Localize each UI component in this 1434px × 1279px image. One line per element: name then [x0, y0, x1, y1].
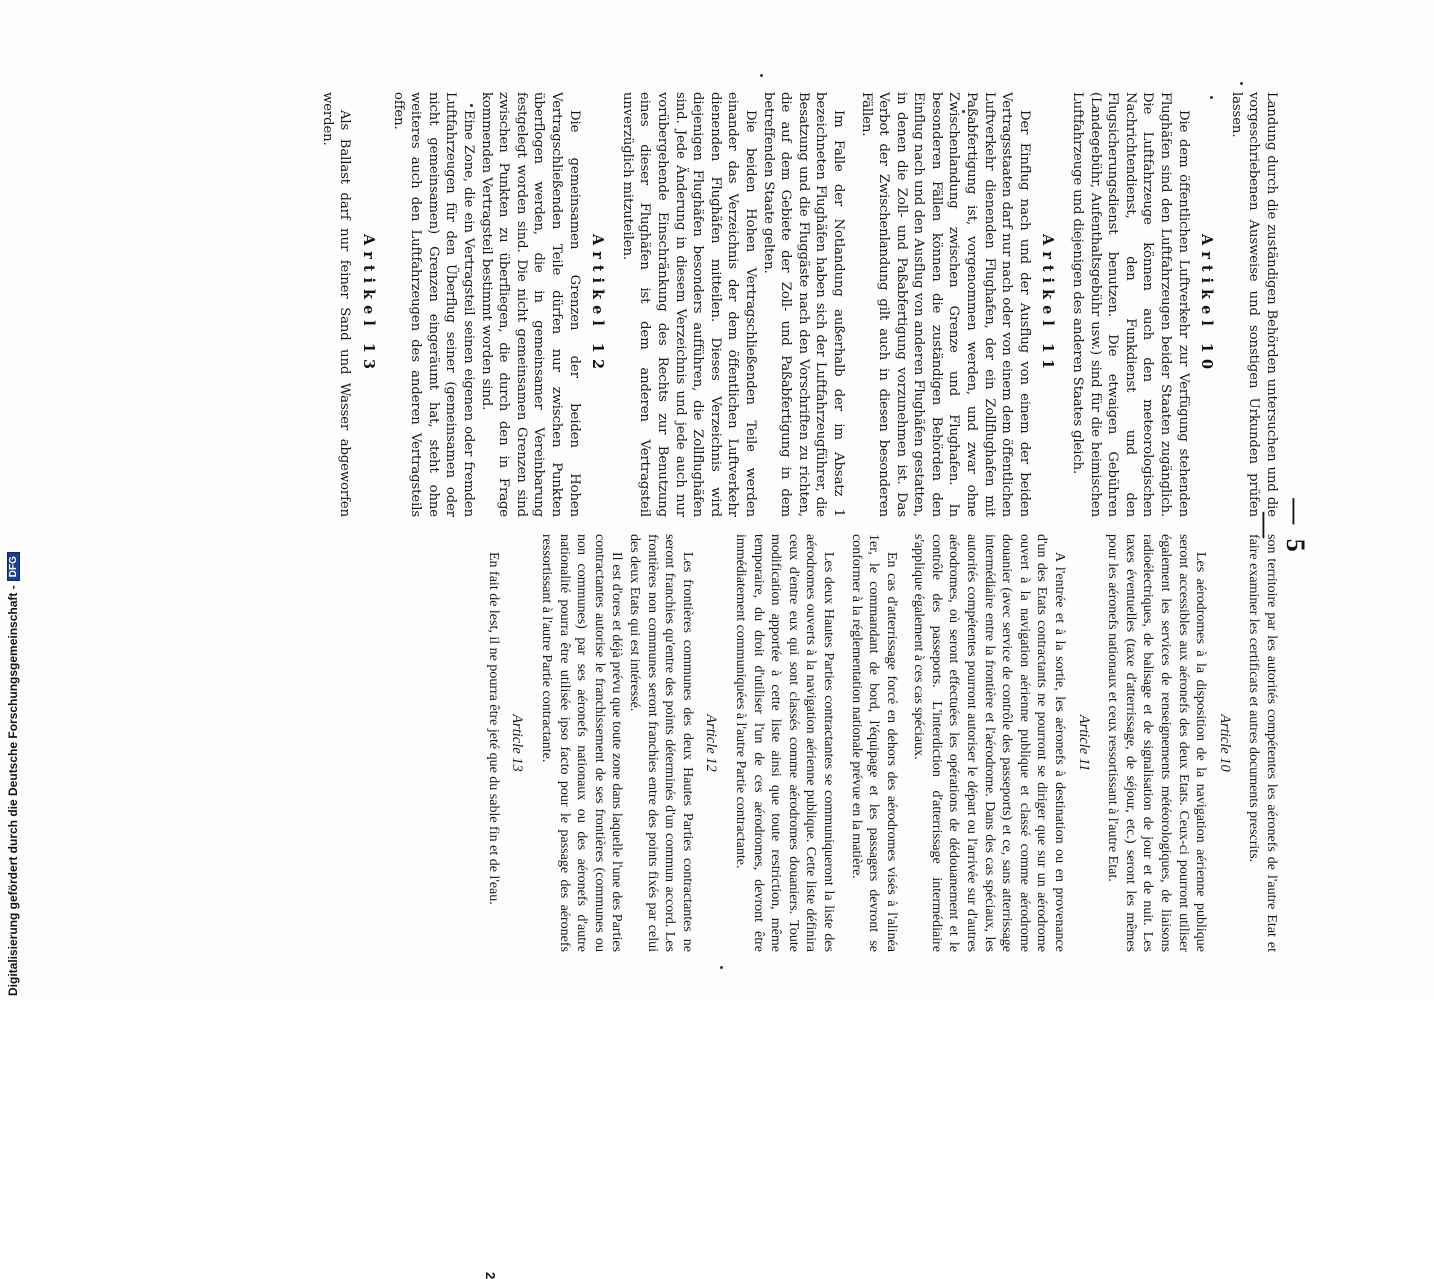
french-intro: son territoire par les autorités compétentes les aéronefs de l'autre Etat et faire examiner les certificats et autres documents prescrits.: [1246, 534, 1279, 952]
french-article-11-heading: Article 11: [1075, 714, 1092, 772]
digitization-footer: [6, 552, 20, 996]
french-article-10-heading: Article 10: [1216, 714, 1233, 772]
german-article-11-para-2: Im Falle der Notlandung außerhalb der im Absatz 1 bezeichneten Flughäfen haben sich der Luftfahrzeugführer, die Besatzung und die Fluggäste nach den Vorschriften zu richten, die auf dem Gebiete der Zoll- und Paßabfertigung in dem betreffenden Staate gelten.: [760, 92, 846, 517]
french-article-12-heading: Article 12: [703, 714, 720, 772]
french-column: [484, 534, 1280, 952]
german-article-10-heading: Artikel 10: [1198, 233, 1216, 376]
german-article-13-heading: Artikel 13: [360, 233, 378, 376]
french-article-13-text: En fait de lest, il ne pourra être jeté que du sable fin et de l'eau.: [485, 552, 501, 905]
german-article-11-para-3: Die beiden Hohen Vertragschließenden Teile werden einander das Verzeichnis der dem öffentlichen Luftverkehr dienenden Flughäfen mitteilen. Dieses Verzeichnis wird diejenigen Flughäfen besonders aufführen, die Zollflughäfen sind. Jede Änderung in diesem Verzeichnis und jede auch nur vorübergehende Einschränkung des Rechts zur Benutzung eines dieser Flughäfen ist dem anderen Vertragsteil unverzüglich mitzuteilen.: [619, 92, 758, 517]
german-article-12-para-1: Die gemeinsamen Grenzen der beiden Hohen Vertragschließenden Teile dürfen nur zwischen Punkten überflogen werden, die in gemeinsamer Vereinbarung festgelegt worden sind. Die nicht gemeinsamen Grenzen sind zwischen Punkten zu überfliegen, die durch den in Frage kommenden Vertragsteil bestimmt worden sind.: [478, 92, 582, 517]
rotated-page: [130, 92, 1310, 1279]
page-number: — 5 —: [1251, 498, 1310, 556]
german-article-12-para-2: Eine Zone, die ein Vertragsteil seinen eigenen oder fremden Luftfahrzeugen für den Überflug seiner (gemeinsamen oder nicht gemeinsamen) Grenzen eingeräumt hat, steht ohne weiteres auch den Luftfahrzeugen des anderen Vertragsteils offen.: [390, 92, 477, 517]
german-article-10-text: Die dem öffentlichen Luftverkehr zur Verfügung stehenden Flughäfen sind den Luftfahrzeugen beider Staaten zugänglich. Die Luftfahrzeuge können auch den meteorologischen Nachrichtendienst, den Funkdienst und den Flugsicherungsdienst benutzen. Die etwaigen Gebühren (Landegebühr, Aufenthaltsgebühr usw.) sind für die heimischen Luftfahrzeuge und diejenigen des anderen Staates gleich.: [1070, 92, 1191, 517]
sheet-signature-mark: 2: [483, 1272, 498, 1279]
german-article-11-heading: Artikel 11: [1039, 233, 1057, 376]
french-article-11-para-3: Les deux Hautes Parties contractantes se communiqueront la liste des aérodromes ouverts à la navigation aérienne publique. Cette liste définira ceux d'entre eux qui sont classés comme aérodromes douaniers. Toute modification apportée à cette liste ainsi que toute restriction, même temporaire, du droit d'utiliser l'un de ces aérodromes, devront être immédiatement communiquées à l'autre Partie contractante.: [732, 534, 836, 952]
german-column: [318, 92, 1280, 517]
french-article-11-para-2: En cas d'atterrissage forcé en dehors des aérodromes visés à l'alinéa 1er, le commandant de bord, l'équipage et les passagers devront se conformer à la réglementation nationale prévue en la matière.: [848, 534, 899, 952]
french-article-13-heading: Article 13: [509, 714, 526, 772]
german-article-11-para-1: Der Einflug nach und der Ausflug von einem der beiden Vertragsstaaten darf nur nach oder von einem dem öffentlichen Luftverkehr dienenden Flughafen, der ein Zollflughafen mit Paßabfertigung ist, vorgenommen werden, und zwar ohne Zwischenlandung zwischen Grenze und Flughafen. In besonderen Fällen können die zuständigen Behörden den Einflug nach und den Ausflug von anderen Flughäfen gestatten, in denen die Zoll- und Paßabfertigung vorzunehmen ist. Das Verbot der Zwischenlandung gilt auch in diesen besonderen Fällen.: [858, 92, 1032, 517]
french-article-10-text: Les aérodromes à la disposition de la navigation aérienne publique seront accessibles aux aéronefs des deux Etats. Ceux-ci pourront utiliser également les services de renseignements météorologiques, de liaisons radioélectriques, de balisage et de signalisation de jour et de nuit. Les taxes éventuelles (taxe d'atterrissage, de séjour, etc.) seront les mêmes pour les aéronefs nationaux et ceux ressortissant à l'autre Etat.: [1105, 534, 1209, 952]
french-article-12-para-1: Les frontières communes des deux Hautes Parties contractantes ne seront franchies qu'entre des points déterminés d'un commun accord. Les frontières non communes seront franchies entre des points fixés par celui des deux Etats qui est intéressé.: [627, 534, 695, 952]
footer-credit-text: Digitalisierung gefördert durch die Deutsche Forschungsgemeinschaft -: [6, 585, 20, 996]
french-article-11-para-1: A l'entrée et à la sortie, les aéronefs à destination ou en provenance d'un des Etats contractants ne pourront se diriger que sur un aérodrome ouvert à la navigation aérienne publique et classé comme aérodrome douanier (avec service de contrôle des passeports) et ce, sans atterrissage intermédiaire entre la frontière et l'aérodrome. Dans des cas spéciaux, les autorités compétentes pourront autoriser le départ ou l'arrivée sur d'autres aérodromes, où seront effectuées les opérations de dédouanement et le contrôle des passeports. L'interdiction d'atterrissage intermédiaire s'applique également à ces cas spéciaux.: [911, 534, 1068, 952]
german-article-12-heading: Artikel 12: [589, 233, 607, 376]
dfg-logo: DFG: [7, 552, 20, 581]
french-article-12-para-2: Il est d'ores et déjà prévu que toute zone dans laquelle l'une des Parties contractantes autorise le franchissement de ses frontières (communes ou non communes) par ses aéronefs nationaux ou des aéronefs d'autre nationalité pourra être utilisée ipso facto pour le passage des aéronefs ressortissant à l'autre Partie contractante.: [539, 534, 625, 952]
german-article-13-text: Als Ballast darf nur feiner Sand und Wasser abgeworfen werden.: [319, 92, 353, 517]
german-intro: Landung durch die zuständigen Behörden untersuchen und die vorgeschriebenen Ausweise und sonstigen Urkunden prüfen lassen.: [1228, 92, 1279, 517]
